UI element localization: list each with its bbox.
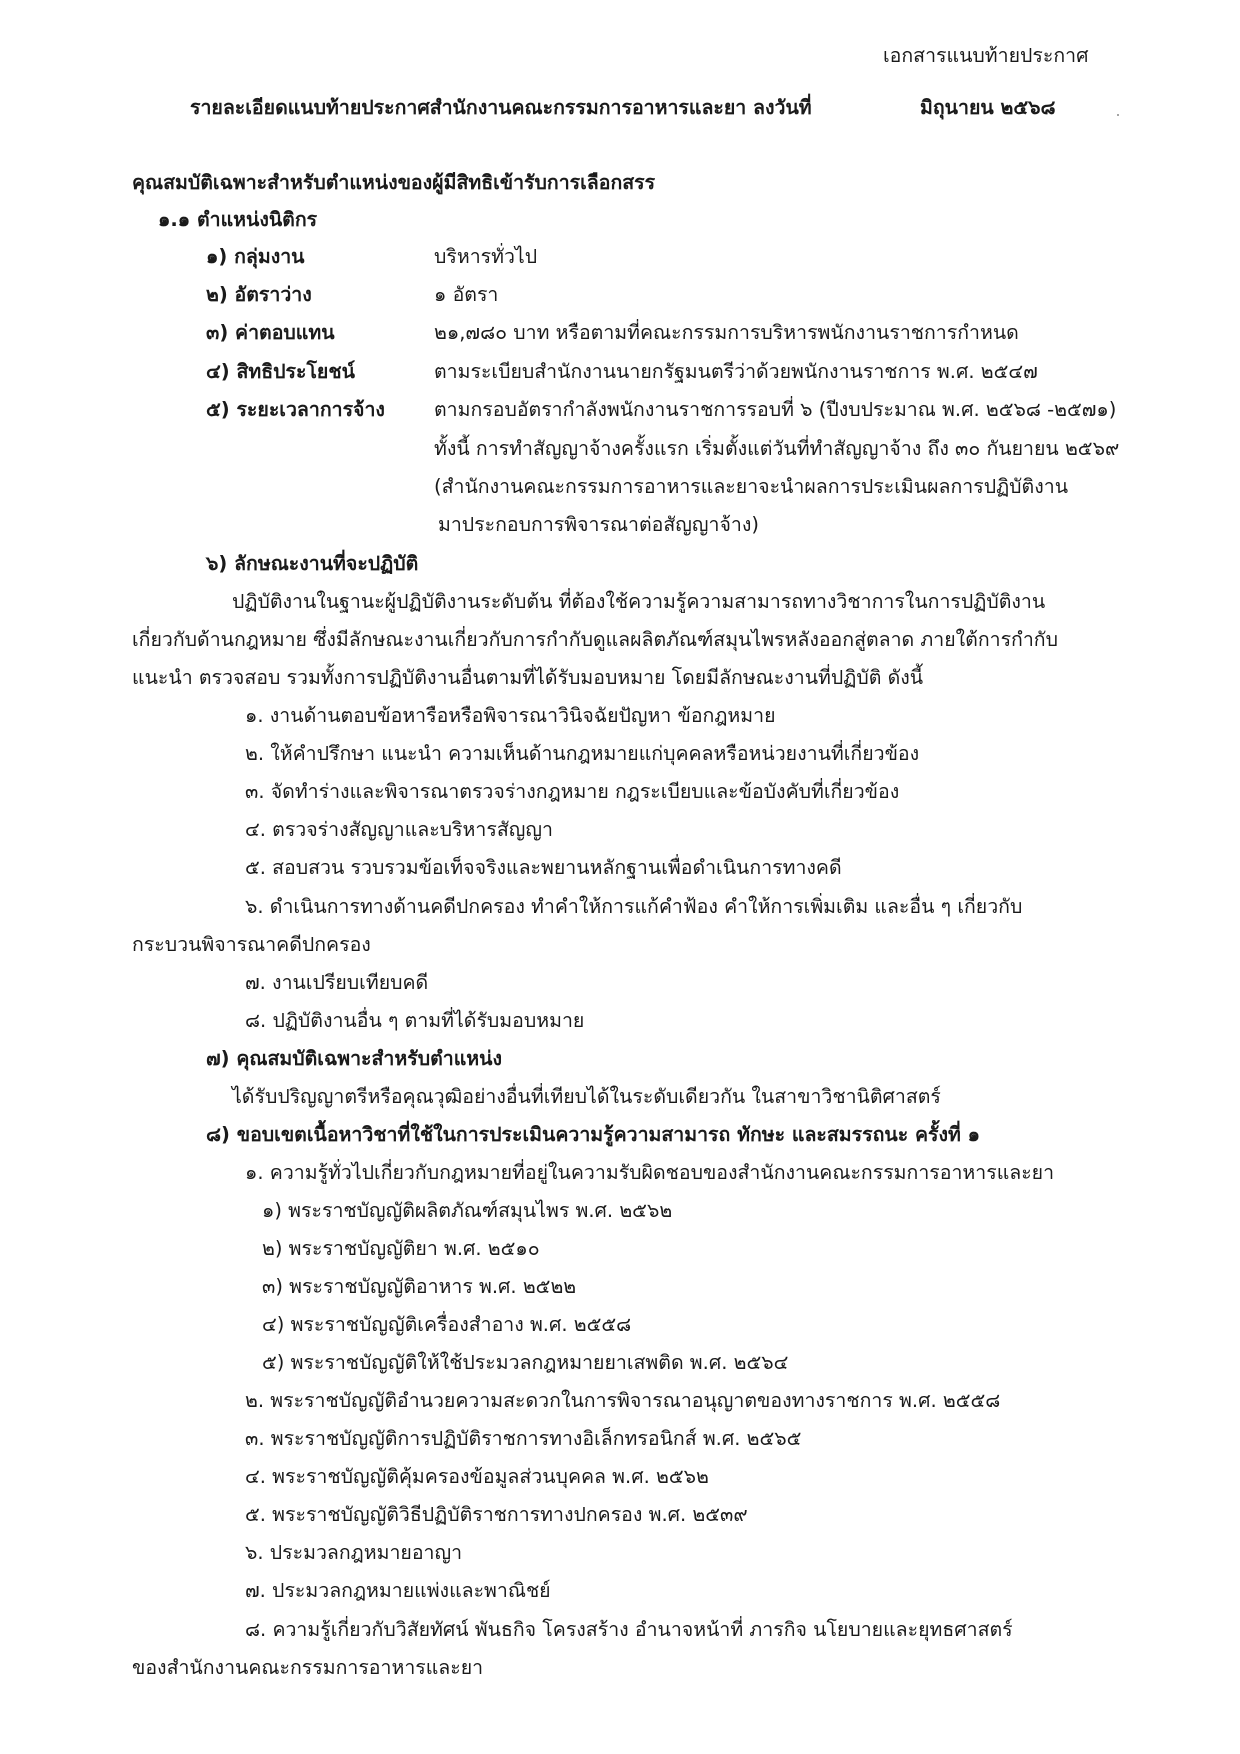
duty-item-continuation: กระบวนพิจารณาคดีปกครอง [132, 933, 371, 956]
qualification-text: ได้รับปริญญาตรีหรือคุณวุฒิอย่างอื่นที่เทียบได้ในระดับเดียวกัน ในสาขาวิชานิติศาสตร์ [232, 1085, 941, 1108]
field-label-benefits: ๔) สิทธิประโยชน์ [206, 360, 355, 383]
field-value-benefits: ตามระเบียบสำนักงานนายกรัฐมนตรีว่าด้วยพนักงานราชการ พ.ศ. ๒๕๔๗ [434, 360, 1038, 383]
scope-sub-item: ๓) พระราชบัญญัติอาหาร พ.ศ. ๒๕๒๒ [262, 1275, 577, 1298]
scope-sub-item: ๔) พระราชบัญญัติเครื่องสำอาง พ.ศ. ๒๕๕๘ [262, 1313, 632, 1336]
scope-item: ๖. ประมวลกฎหมายอาญา [245, 1541, 463, 1564]
attachment-label: เอกสารแนบท้ายประกาศ [883, 44, 1089, 67]
scope-item: ๓. พระราชบัญญัติการปฏิบัติราชการทางอิเล็กทรอนิกส์ พ.ศ. ๒๕๖๕ [245, 1427, 802, 1450]
scope-item: ๕. พระราชบัญญัติวิธีปฏิบัติราชการทางปกครอง พ.ศ. ๒๕๓๙ [245, 1503, 748, 1526]
duties-paragraph-line: เกี่ยวกับด้านกฎหมาย ซึ่งมีลักษณะงานเกี่ยวกับการกำกับดูแลผลิตภัณฑ์สมุนไพรหลังออกสู่ตลาด ภายใต้การกำกับ [132, 628, 1058, 651]
field-value-group: บริหารทั่วไป [434, 245, 538, 268]
field-label-term: ๕) ระยะเวลาการจ้าง [206, 398, 385, 421]
duties-paragraph-line: แนะนำ ตรวจสอบ รวมทั้งการปฏิบัติงานอื่นตามที่ได้รับมอบหมาย โดยมีลักษณะงานที่ปฏิบัติ ดังนี้ [132, 666, 924, 689]
field-label-group: ๑) กลุ่มงาน [206, 245, 305, 268]
scan-speck [1117, 114, 1119, 116]
scope-item: ๑. ความรู้ทั่วไปเกี่ยวกับกฎหมายที่อยู่ในความรับผิดชอบของสำนักงานคณะกรรมการอาหารและยา [245, 1161, 1055, 1184]
scope-item: ๘. ความรู้เกี่ยวกับวิสัยทัศน์ พันธกิจ โครงสร้าง อำนาจหน้าที่ ภารกิจ นโยบายและยุทธศาสตร์ [245, 1618, 1013, 1641]
duty-item: ๒. ให้คำปรึกษา แนะนำ ความเห็นด้านกฎหมายแก่บุคคลหรือหน่วยงานที่เกี่ยวข้อง [245, 742, 920, 765]
duty-item: ๘. ปฏิบัติงานอื่น ๆ ตามที่ได้รับมอบหมาย [245, 1009, 585, 1032]
duty-item: ๕. สอบสวน รวบรวมข้อเท็จจริงและพยานหลักฐานเพื่อดำเนินการทางคดี [245, 856, 842, 879]
scope-sub-item: ๕) พระราชบัญญัติให้ใช้ประมวลกฎหมายยาเสพติด พ.ศ. ๒๕๖๔ [262, 1351, 789, 1374]
duty-item: ๗. งานเปรียบเทียบคดี [245, 971, 429, 994]
duty-item: ๑. งานด้านตอบข้อหารือหรือพิจารณาวินิจฉัยปัญหา ข้อกฎหมาย [245, 704, 776, 727]
duty-item: ๓. จัดทำร่างและพิจารณาตรวจร่างกฎหมาย กฎระเบียบและข้อบังคับที่เกี่ยวข้อง [245, 780, 900, 803]
field-value-term-line: มาประกอบการพิจารณาต่อสัญญาจ้าง) [438, 513, 759, 536]
scope-sub-item: ๒) พระราชบัญญัติยา พ.ศ. ๒๕๑๐ [262, 1237, 540, 1260]
field-value-vacancy: ๑ อัตรา [434, 283, 499, 306]
field-value-term-line: (สำนักงานคณะกรรมการอาหารและยาจะนำผลการประเมินผลการปฏิบัติงาน [434, 475, 1069, 498]
field-label-salary: ๓) ค่าตอบแทน [206, 321, 335, 344]
duties-heading: ๖) ลักษณะงานที่จะปฏิบัติ [206, 552, 419, 575]
scope-item: ๗. ประมวลกฎหมายแพ่งและพาณิชย์ [245, 1579, 551, 1602]
scope-item: ๔. พระราชบัญญัติคุ้มครองข้อมูลส่วนบุคคล พ.ศ. ๒๕๖๒ [245, 1465, 709, 1488]
field-value-term: ตามกรอบอัตรากำลังพนักงานราชการรอบที่ ๖ (ปีงบประมาณ พ.ศ. ๒๕๖๘ -๒๕๗๑) [434, 398, 1117, 421]
scope-sub-item: ๑) พระราชบัญญัติผลิตภัณฑ์สมุนไพร พ.ศ. ๒๕๖๒ [262, 1199, 673, 1222]
duty-item: ๔. ตรวจร่างสัญญาและบริหารสัญญา [245, 818, 553, 841]
scope-item-continuation: ของสำนักงานคณะกรรมการอาหารและยา [132, 1656, 484, 1679]
duty-item: ๖. ดำเนินการทางด้านคดีปกครอง ทำคำให้การแก้คำฟ้อง คำให้การเพิ่มเติม และอื่น ๆ เกี่ยวกับ [245, 895, 1023, 918]
intro-heading: คุณสมบัติเฉพาะสำหรับตำแหน่งของผู้มีสิทธิเข้ารับการเลือกสรร [132, 171, 656, 194]
duties-paragraph-line: ปฏิบัติงานในฐานะผู้ปฏิบัติงานระดับต้น ที่ต้องใช้ความรู้ความสามารถทางวิชาการในการปฏิบัติงาน [232, 590, 1046, 613]
document-date: มิถุนายน ๒๕๖๘ [920, 96, 1056, 119]
document-title: รายละเอียดแนบท้ายประกาศสำนักงานคณะกรรมการอาหารและยา ลงวันที่ [190, 96, 812, 119]
scope-heading: ๘) ขอบเขตเนื้อหาวิชาที่ใช้ในการประเมินความรู้ความสามารถ ทักษะ และสมรรถนะ ครั้งที่ ๑ [206, 1123, 981, 1146]
position-heading: ๑.๑ ตำแหน่งนิติกร [158, 208, 318, 231]
field-label-vacancy: ๒) อัตราว่าง [206, 283, 312, 306]
field-value-salary: ๒๑,๗๘๐ บาท หรือตามที่คณะกรรมการบริหารพนักงานราชการกำหนด [434, 321, 1019, 344]
field-value-term-line: ทั้งนี้ การทำสัญญาจ้างครั้งแรก เริ่มตั้งแต่วันที่ทำสัญญาจ้าง ถึง ๓๐ กันยายน ๒๕๖๙ [434, 437, 1120, 460]
scope-item: ๒. พระราชบัญญัติอำนวยความสะดวกในการพิจารณาอนุญาตของทางราชการ พ.ศ. ๒๕๕๘ [245, 1389, 1001, 1412]
qualification-heading: ๗) คุณสมบัติเฉพาะสำหรับตำแหน่ง [206, 1047, 502, 1070]
